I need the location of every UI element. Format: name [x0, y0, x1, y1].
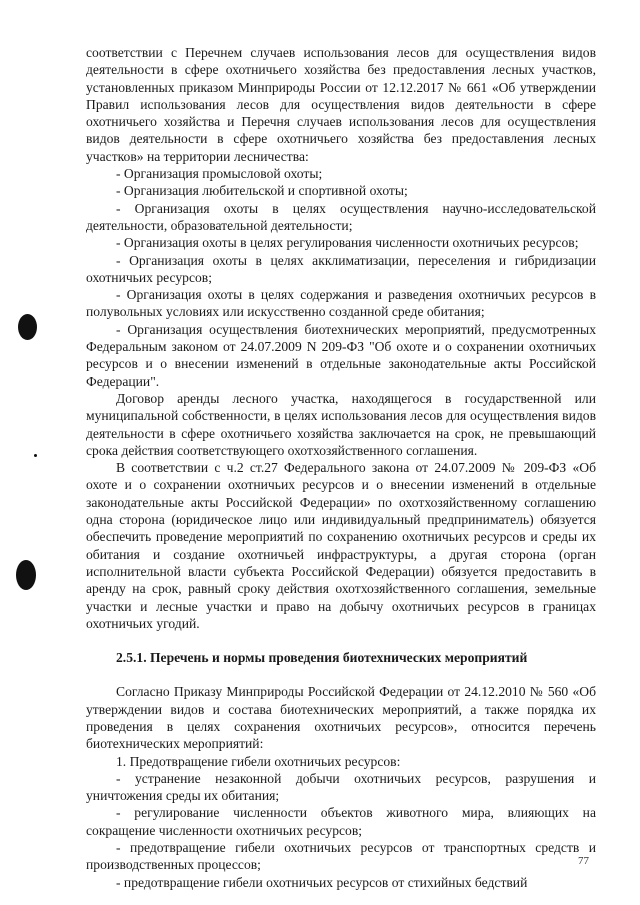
list-item: - предотвращение гибели охотничьих ресурсов от стихийных бедствий	[116, 874, 528, 890]
list-item: - Организация любительской и спортивной охоты;	[116, 183, 408, 199]
punch-hole-bottom	[16, 560, 36, 590]
list-item: - Организация охоты в целях акклиматизации, переселения и гибридизации охотничьих ресурсов;	[86, 252, 596, 285]
list-item: - Организация охоты в целях регулирования численности охотничьих ресурсов;	[116, 235, 579, 251]
list-item: - Организация осуществления биотехнических мероприятий, предусмотренных Федеральным законом от 24.07.2009 N 209-ФЗ "Об охоте и о сохранении охотничьих ресурсов и о внесении изменений в отдельные законодательные акты Российской Федерации".	[86, 321, 596, 389]
list-item: - регулирование численности объектов животного мира, влияющих на сокращение численности охотничьих ресурсов;	[86, 805, 596, 838]
list-item: - предотвращение гибели охотничьих ресурсов от транспортных средств и производственных процессов;	[86, 840, 596, 873]
list-item: - Организация охоты в целях осуществления научно-исследовательской деятельности, образовательной деятельности;	[86, 200, 596, 233]
list-item: - Организация охоты в целях содержания и разведения охотничьих ресурсов в полувольных условиях или искусственно созданной среде обитания;	[86, 287, 596, 320]
punch-hole-top	[18, 314, 37, 340]
item-1-title: 1. Предотвращение гибели охотничьих ресурсов:	[116, 753, 401, 769]
order-paragraph: Согласно Приказу Минприроды Российской Федерации от 24.12.2010 № 560 «Об утверждении видов и состава биотехнических мероприятий, а также порядка их проведения в целях сохранения охотничьих ресурсов», относится перечень биотехнических мероприятий:	[86, 684, 596, 752]
law-paragraph: В соответствии с ч.2 ст.27 Федерального закона от 24.07.2009 № 209-ФЗ «Об охоте и о сохранении охотничьих ресурсов и о внесении изменений в отдельные законодательные акты Российской Федерации» по охотхозяйственному соглашению одна сторона (юридическое лицо или индивидуальный предприниматель) обязуется обеспечить проведение мероприятий по сохранению охотничьих ресурсов и среды их обитания и создание охотничьей инфраструктуры, а другая сторона (орган исполнительной власти субъекта Российской Федерации) обязуется предоставить в аренду на срок, равный сроку действия охотхозяйственного соглашения, земельные участки и лесные участки и право на добычу охотничьих ресурсов в границах охотничьих угодий.	[86, 460, 596, 631]
lease-paragraph: Договор аренды лесного участка, находящегося в государственной или муниципальной собственности, в целях использования лесов для осуществления видов деятельности в сфере охотничьего хозяйства заключается на срок, не превышающий срока действия соответствующего охотхозяйственного соглашения.	[86, 390, 596, 458]
list-item: - устранение незаконной добычи охотничьих ресурсов, разрушения и уничтожения среды их обитания;	[86, 770, 596, 804]
intro-paragraph: соответствии с Перечнем случаев использования лесов для осуществления видов деятельности в сфере охотничьего хозяйства без предоставления лесных участков, установленных приказом Минприроды России от 12.12.2017 № 661 «Об утверждении Правил использования лесов для осуществления видов деятельности в сфере охотничьего хозяйства и Перечня случаев использования лесов для осуществления видов деятельности в сфере охотничьего хозяйства без предоставления лесных участков» на территории лесничества:	[86, 45, 596, 164]
section-heading: 2.5.1. Перечень и нормы проведения биотехнических мероприятий	[116, 650, 528, 666]
speck	[34, 454, 37, 457]
page-number: 77	[578, 855, 589, 867]
document-page	[86, 44, 596, 891]
list-item: - Организация промысловой охоты;	[116, 166, 323, 182]
